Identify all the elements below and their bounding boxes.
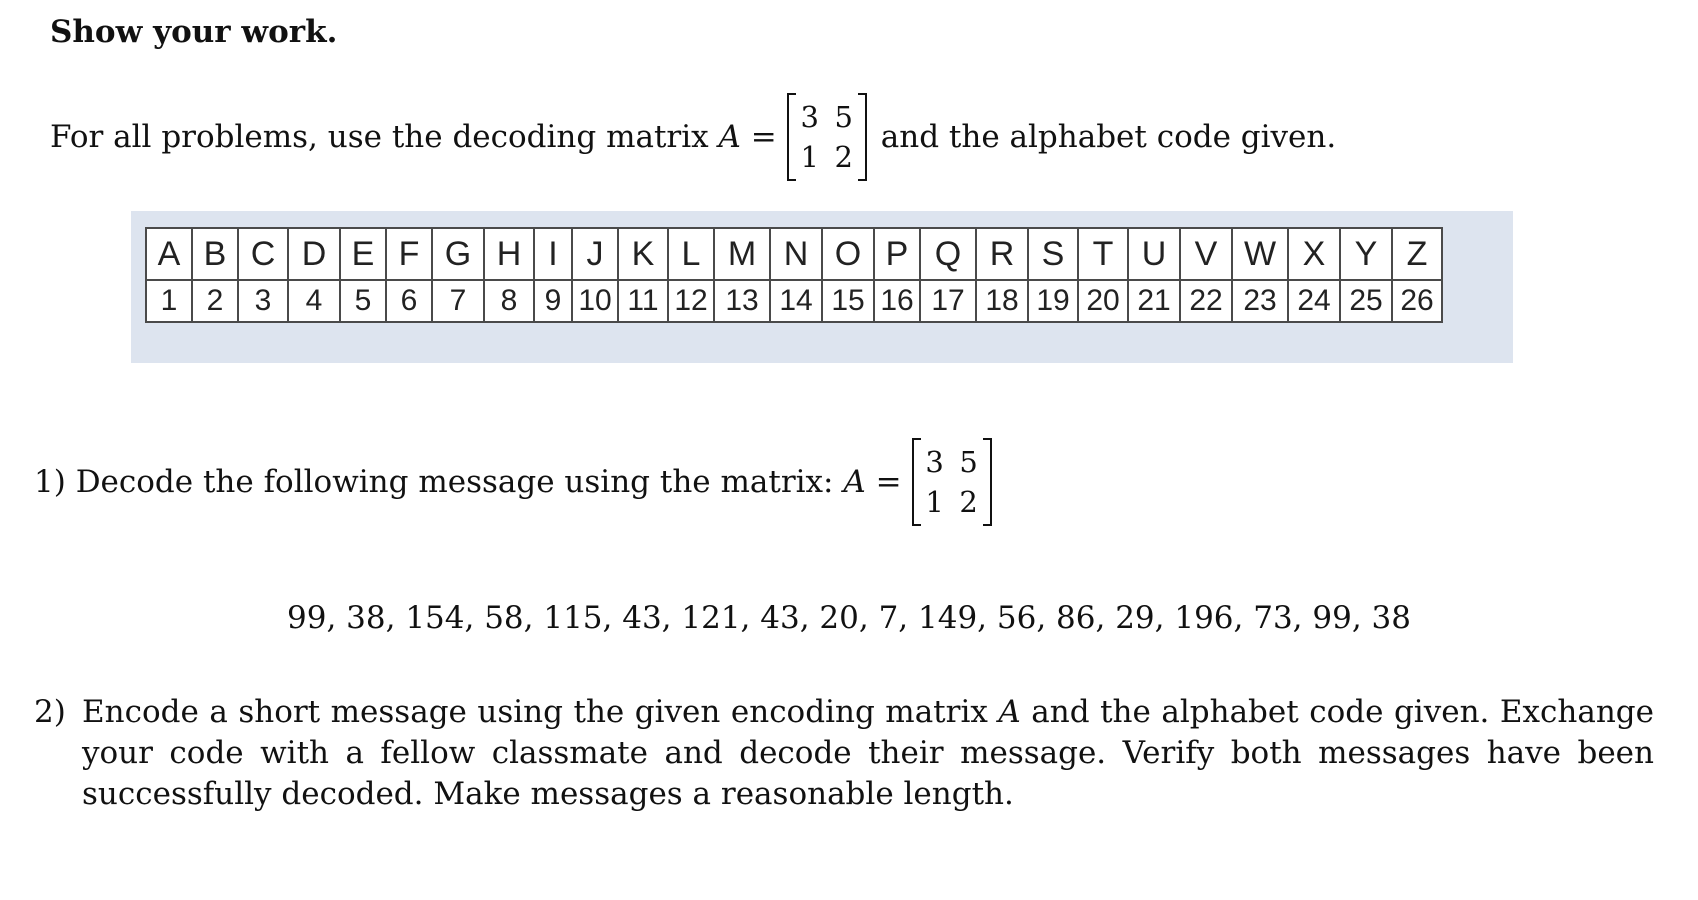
letter-cell: M [714,228,770,280]
matrix-cell: 5 [959,445,978,479]
number-cell: 1 [146,280,192,322]
letter-cell: Q [920,228,976,280]
matrix-cell: 1 [800,140,819,174]
letter-cell: Y [1340,228,1392,280]
number-cell: 21 [1128,280,1180,322]
letter-cell: G [432,228,484,280]
matrix-cell: 3 [925,445,944,479]
letter-cell: B [192,228,238,280]
alphabet-code-panel [131,211,1513,363]
letter-cell: X [1288,228,1340,280]
alphabet-code-table [145,227,1443,323]
equals-sign: = [875,464,902,500]
problem-2 [34,692,1654,815]
number-cell: 18 [976,280,1028,322]
number-cell: 11 [618,280,668,322]
number-cell: 4 [288,280,340,322]
letter-cell: U [1128,228,1180,280]
numbers-row [146,280,1442,322]
page-heading: Show your work. [50,14,338,50]
letter-cell: S [1028,228,1078,280]
letter-cell: C [238,228,288,280]
number-cell: 24 [1288,280,1340,322]
number-cell: 14 [770,280,822,322]
number-cell: 19 [1028,280,1078,322]
number-cell: 23 [1232,280,1288,322]
letter-cell: L [668,228,714,280]
letter-cell: F [386,228,432,280]
problem-1 [34,438,1006,526]
number-cell: 15 [822,280,874,322]
matrix-variable: A [843,464,866,500]
problem-2-text-b: and the alphabet code given. Exchange your code with a fellow classmate and decode their message. Verify both messages have been successfully decoded. Make messages a reasonable length. [82,694,1654,812]
number-cell: 12 [668,280,714,322]
intro-text: For all problems, use the decoding matrix [50,119,709,155]
problem-2-text-a: Encode a short message using the given encoding matrix [82,694,988,730]
matrix-cell: 2 [834,140,853,174]
number-cell: 3 [238,280,288,322]
letter-cell: O [822,228,874,280]
problem-1-number: 1) [34,464,66,500]
matrix-cell: 1 [925,485,944,519]
number-cell: 5 [340,280,386,322]
letter-cell: R [976,228,1028,280]
problem-1-text: Decode the following message using the matrix: [75,464,834,500]
letter-cell: I [534,228,572,280]
matrix-variable: A [998,694,1021,730]
letter-cell: N [770,228,822,280]
number-cell: 10 [572,280,618,322]
problem-1-matrix [912,438,992,526]
letter-cell: D [288,228,340,280]
number-cell: 6 [386,280,432,322]
problem-2-number: 2) [34,694,66,730]
intro-text-after: and the alphabet code given. [880,119,1337,155]
letter-cell: T [1078,228,1128,280]
number-cell: 8 [484,280,534,322]
number-cell: 2 [192,280,238,322]
matrix-variable: A [718,119,741,155]
number-cell: 17 [920,280,976,322]
letter-cell: K [618,228,668,280]
matrix-cell: 2 [959,485,978,519]
problem-2-text [82,692,1654,815]
letter-cell: Z [1392,228,1442,280]
letter-cell: P [874,228,920,280]
intro-line [50,93,1336,181]
number-cell: 7 [432,280,484,322]
encoded-message: 99, 38, 154, 58, 115, 43, 121, 43, 20, 7, 149, 56, 86, 29, 196, 73, 99, 38 [287,600,1411,636]
letter-cell: W [1232,228,1288,280]
number-cell: 22 [1180,280,1232,322]
letter-cell: A [146,228,192,280]
number-cell: 9 [534,280,572,322]
equals-sign: = [750,119,777,155]
number-cell: 20 [1078,280,1128,322]
letters-row [146,228,1442,280]
number-cell: 16 [874,280,920,322]
matrix-cell: 5 [834,100,853,134]
number-cell: 13 [714,280,770,322]
letter-cell: J [572,228,618,280]
number-cell: 25 [1340,280,1392,322]
letter-cell: H [484,228,534,280]
letter-cell: V [1180,228,1232,280]
matrix-cell: 3 [800,100,819,134]
letter-cell: E [340,228,386,280]
decoding-matrix [787,93,867,181]
number-cell: 26 [1392,280,1442,322]
